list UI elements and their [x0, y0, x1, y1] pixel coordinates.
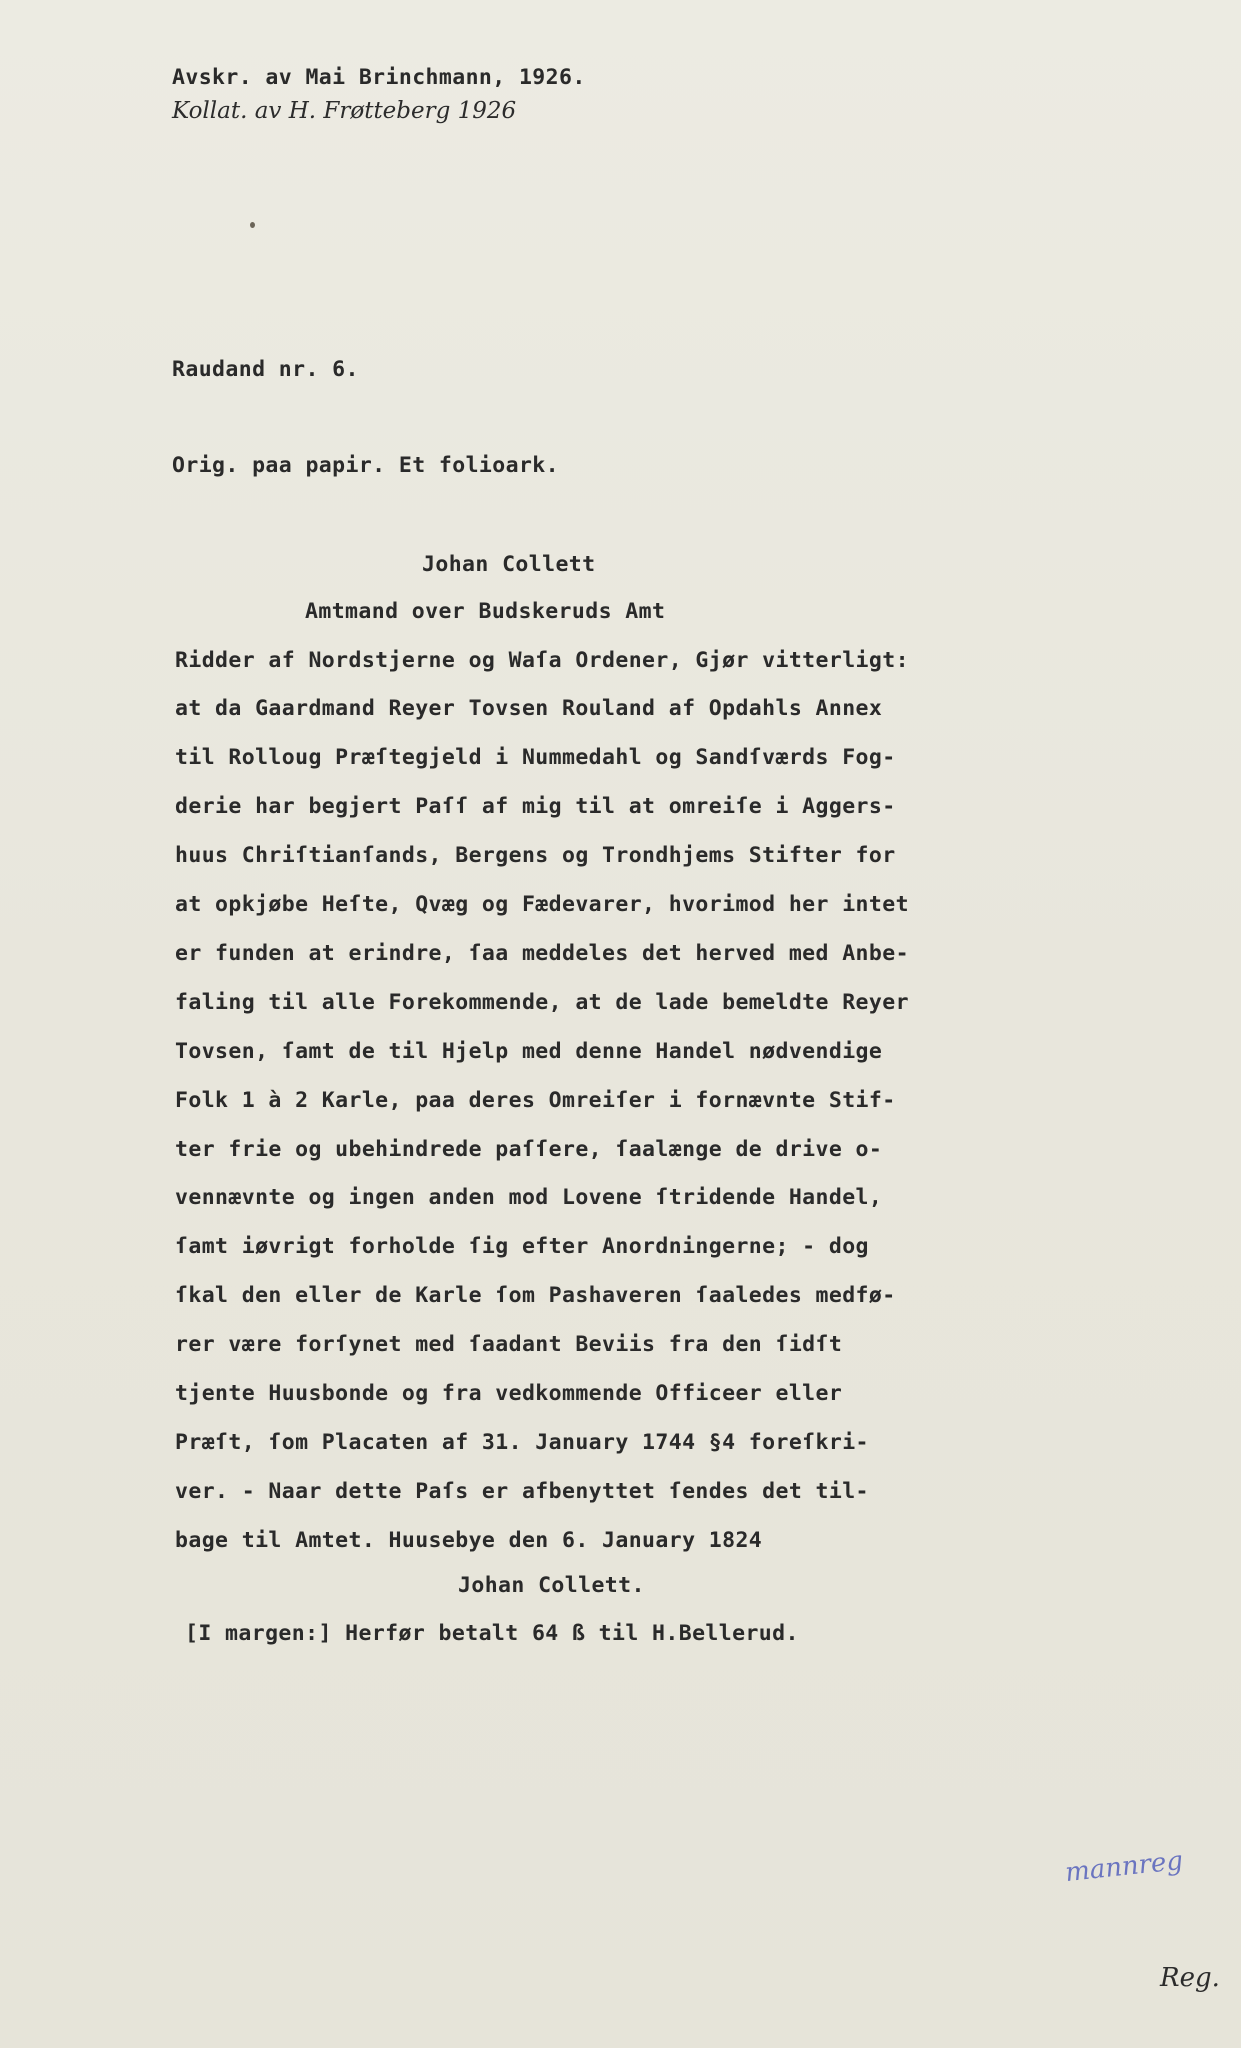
document-reference: Raudand nr. 6. — [172, 357, 359, 382]
blue-handwritten-note: mannreg — [1063, 1845, 1185, 1889]
body-line: Præſt, ſom Placaten af 31. January 1744 §4 foreſkri- — [175, 1430, 869, 1455]
body-line: ſamt iøvrigt forholde ſig efter Anordningerne; - dog — [175, 1234, 869, 1259]
corner-handwritten-note: Reg. — [1160, 1963, 1220, 1993]
body-line: Folk 1 à 2 Karle, paa deres Omreiſer i fornævnte Stif- — [175, 1088, 896, 1113]
body-line: ver. - Naar dette Paſs er afbenyttet ſendes det til- — [175, 1479, 869, 1504]
body-line: ſkal den eller de Karle ſom Pashaveren ſaaledes medfø- — [175, 1283, 896, 1308]
body-line: faling til alle Forekommende, at de lade bemeldte Reyer — [175, 990, 909, 1015]
body-line: at opkjøbe Heſte, Qvæg og Fædevarer, hvorimod her intet — [175, 892, 909, 917]
body-line: bage til Amtet. Huusebye den 6. January 1824 — [175, 1528, 763, 1553]
transcription-credit: Avskr. av Mai Brinchmann, 1926. — [172, 65, 586, 90]
heading-title: Amtmand over Budskeruds Amt — [305, 599, 666, 624]
body-line: vennævnte og ingen anden mod Lovene ſtridende Handel, — [175, 1185, 883, 1210]
body-line: ter frie og ubehindrede paſſere, ſaalænge de drive o- — [175, 1137, 883, 1162]
collation-note: Kollat. av H. Frøtteberg 1926 — [172, 98, 517, 124]
document-description: Orig. paa papir. Et folioark. — [172, 453, 559, 478]
heading-name: Johan Collett — [422, 552, 596, 577]
body-line: derie har begjert Paſſ af mig til at omreiſe i Aggers- — [175, 794, 896, 819]
body-line: Tovsen, ſamt de til Hjelp med denne Handel nødvendige — [175, 1039, 883, 1064]
body-line: tjente Huusbonde og fra vedkommende Officeer eller — [175, 1381, 843, 1406]
body-line: rer være forſynet med ſaadant Beviis fra den ſidſt — [175, 1332, 843, 1357]
body-line: at da Gaardmand Reyer Tovsen Rouland af Opdahls Annex — [175, 696, 883, 721]
body-line: Ridder af Nordstjerne og Waſa Ordener, Gjør vitterligt: — [175, 648, 909, 673]
body-line: huus Chriſtianſands, Bergens og Trondhjems Stifter for — [175, 843, 896, 868]
body-line: er funden at erindre, ſaa meddeles det herved med Anbe- — [175, 941, 909, 966]
margin-note: [I margen:] Herfør betalt 64 ß til H.Bellerud. — [185, 1621, 799, 1646]
body-line: til Rolloug Præſtegjeld i Nummedahl og Sandſværds Fog- — [175, 745, 896, 770]
signature: Johan Collett. — [458, 1573, 645, 1598]
ink-speck — [250, 222, 255, 228]
